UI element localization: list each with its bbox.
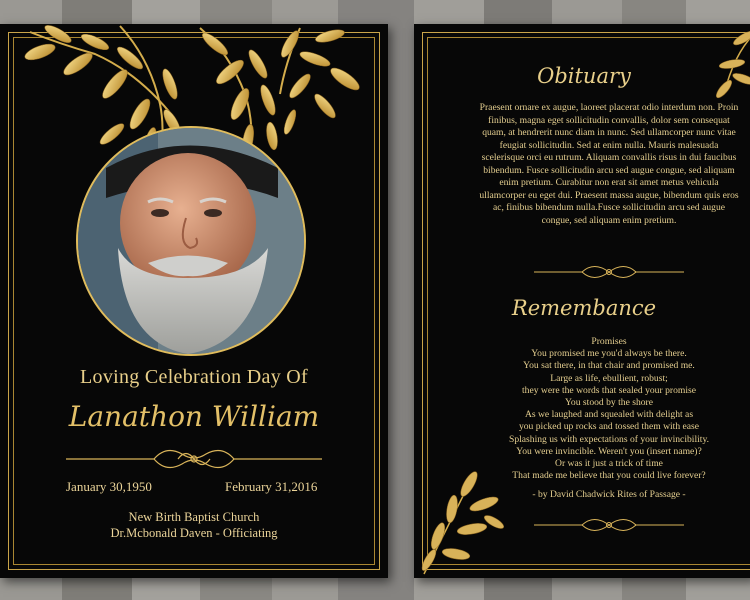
poem-line: You promised me you'd always be there. <box>531 348 687 360</box>
poem-line: Promises <box>591 336 627 347</box>
remembrance-title: Remembance <box>511 296 657 320</box>
poem-line: you picked up rocks and tossed them with ease <box>518 421 700 433</box>
poem-line: Large as life, ebullient, robust; <box>550 372 668 384</box>
poem-credit: - by David Chadwick Rites of Passage - <box>532 489 686 500</box>
deceased-name: Lanathon William <box>68 400 320 433</box>
front-card <box>0 24 388 578</box>
divider-ornament <box>534 512 684 538</box>
church-name: New Birth Baptist Church <box>128 510 260 524</box>
death-date: February 31,2016 <box>225 479 318 494</box>
poem-line: Splashing us with expectations of your invincibility. <box>508 433 710 445</box>
poem-line: they were the words that sealed your promise <box>522 384 696 396</box>
celebration-heading: Loving Celebration Day Of <box>80 366 308 388</box>
poem-line: You stood by the shore <box>564 397 654 409</box>
poem <box>478 336 740 482</box>
obituary-title: Obituary <box>537 64 631 88</box>
back-card <box>414 24 750 578</box>
poem-line: You were invincible. Weren't you (insert name)? <box>516 445 702 457</box>
birth-date: January 30,1950 <box>66 479 152 494</box>
officiant: Dr.Mcbonald Daven - Officiating <box>110 526 278 540</box>
poem-line: That made me believe that you could live forever? <box>512 470 706 482</box>
obituary-text: Praesent ornare ex augue, laoreet placerat odio interdum non. Proin finibus, magna eget sollicitudin convallis, dolor sem consequat quam, at hendrerit nunc diam in nunc. Sed ullamcorper nunc vitae feugiat sollicitudin. Sed at enim nulla. Mauris malesuada scelerisque orci eu rutrum. Aliquam convallis risus in dui faucibus bibendum. Fusce sollicitudin arcu sed augue congue, sed aliquam enim pretium. Curabitur non erat sit amet metus vehicula ullamcorper eu eget dui. Praesent massa augue, bibendum quis eros ac, finibus bibendum nulla.Fusce sollicitudin arcu sed augue congue, sed aliquam enim pretium. <box>479 102 739 226</box>
portrait-photo <box>76 126 306 356</box>
divider-ornament <box>66 442 322 476</box>
poem-line: As we laughed and squealed with delight as <box>524 409 694 421</box>
divider-ornament <box>534 259 684 285</box>
poem-line: Or was it just a trick of time <box>555 458 663 470</box>
poem-line: You sat there, in that chair and promised me. <box>523 360 695 372</box>
